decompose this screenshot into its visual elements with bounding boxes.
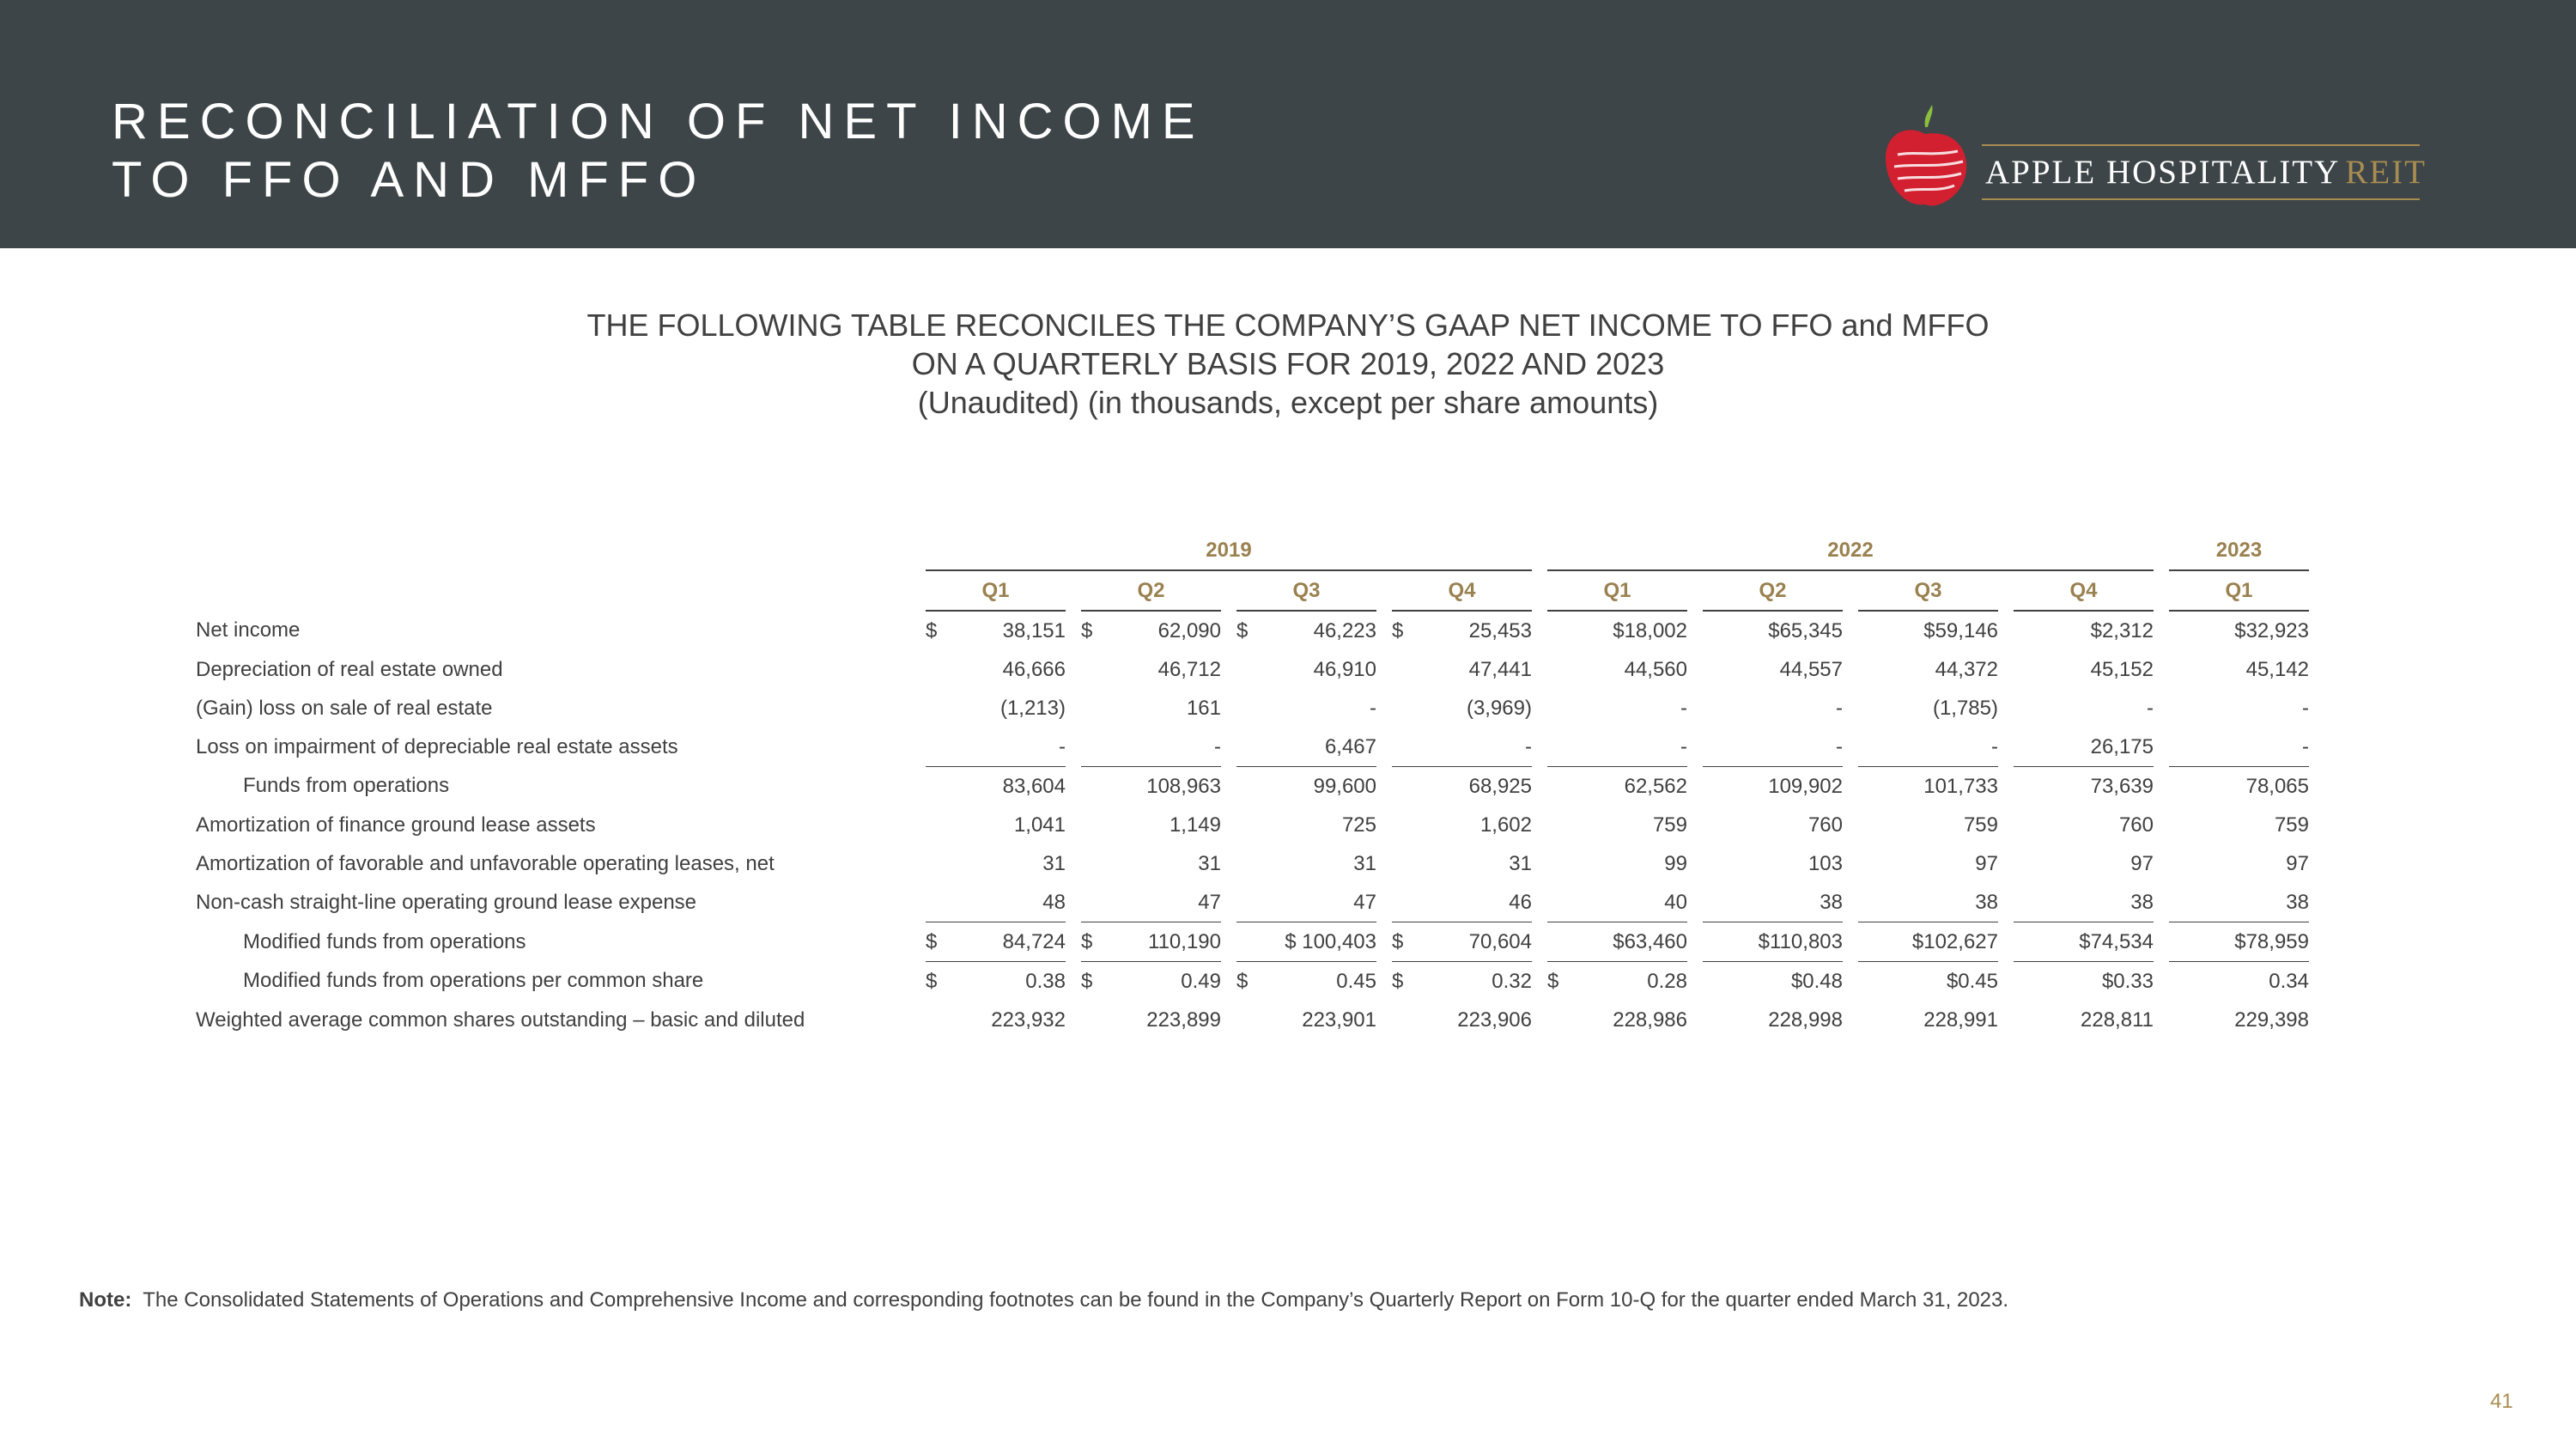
cell-value: 228,986 [1613,1008,1687,1032]
table-row [189,611,2309,650]
table-cell [926,767,1066,807]
table-cell [1236,1001,1376,1039]
table-cell [1547,728,1687,767]
cell-value: 62,090 [1157,618,1221,642]
cell-value: $0.45 [1946,969,1998,993]
cell-value: 31 [1353,851,1376,875]
cell-value: 101,733 [1923,774,1998,798]
table-cell [1858,806,1998,844]
cell-value: 26,175 [2090,734,2154,758]
table-cell [2169,1001,2309,1039]
cell-value: $32,923 [2234,618,2309,642]
table-cell [1236,806,1376,844]
table-cell [1703,689,1843,728]
table-cell [1703,883,1843,922]
cell-value: 31 [1042,851,1066,875]
brand-name: APPLE HOSPITALITY REIT [1985,154,2427,191]
table-cell [2169,962,2309,1002]
cell-value: 725 [1341,813,1376,837]
table-cell [926,844,1066,883]
cell-value: 47,441 [1468,657,1532,681]
quarter-header: Q4 [1392,570,1532,611]
table-cell [926,689,1066,728]
cell-value: 1,149 [1169,813,1221,837]
quarter-header: Q1 [1547,570,1687,611]
table-cell [1547,650,1687,689]
table-row [189,767,2309,807]
table-cell [2169,844,2309,883]
table-cell [1392,922,1532,962]
row-label: Depreciation of real estate owned [196,657,503,681]
table-cell [1236,767,1376,807]
cell-value: - [1370,696,1376,720]
table-cell [1081,1001,1221,1039]
page-number: 41 [2490,1390,2513,1413]
cell-value: - [1680,696,1687,720]
cell-value: 228,998 [1768,1008,1843,1032]
table-cell [926,922,1066,962]
table-cell [1858,883,1998,922]
table-cell [2169,767,2309,807]
quarter-header: Q3 [1236,570,1376,611]
table-row [189,689,2309,728]
cell-value: 97 [2130,851,2154,875]
currency-symbol: $ [1547,969,1559,993]
table-cell [1081,728,1221,767]
cell-value: 38 [1975,890,1998,914]
cell-value: - [1525,734,1532,758]
cell-value: $ 100,403 [1285,929,1376,953]
table-row [189,962,2309,1002]
cell-value: - [1991,734,1998,758]
cell-value: 70,604 [1468,929,1532,953]
table-cell [926,806,1066,844]
cell-value: - [1680,734,1687,758]
cell-value: 46,910 [1313,657,1376,681]
table-cell [926,883,1066,922]
row-label: Amortization of finance ground lease assets [196,813,596,837]
cell-value: 78,065 [2245,774,2309,798]
row-label: Modified funds from operations [243,929,526,953]
cell-value: 760 [2118,813,2154,837]
cell-value: 97 [2286,851,2309,875]
cell-value: 47 [1353,890,1376,914]
table-cell [1236,611,1376,650]
row-label: Funds from operations [243,774,450,798]
table-cell [926,962,1066,1002]
table-cell [1392,962,1532,1002]
cell-value: 38,151 [1002,618,1066,642]
cell-value: 48 [1042,890,1066,914]
cell-value: 44,560 [1624,657,1687,681]
cell-value: - [1214,734,1221,758]
table-cell [1703,728,1843,767]
cell-value: $110,803 [1758,929,1843,953]
cell-value: 38 [1820,890,1843,914]
cell-value: 44,372 [1935,657,1998,681]
table-row [189,650,2309,689]
table-cell [2014,806,2154,844]
quarter-header: Q1 [2169,570,2309,611]
currency-symbol: $ [1392,969,1404,993]
cell-value: 1,602 [1479,813,1532,837]
cell-value: 38 [2286,890,2309,914]
table-cell [1392,767,1532,807]
cell-value: 0.38 [1025,969,1066,993]
table-subtitle: THE FOLLOWING TABLE RECONCILES THE COMPANY’S GAAP NET INCOME TO FFO and MFFO ON A QUARTERLY BASIS FOR 2019, 2022 AND 2023 (Unaudited) (in thousands, except per share amounts) [586,307,1990,420]
table-cell [1547,1001,1687,1039]
cell-value: 99,600 [1313,774,1376,798]
cell-value: 759 [1963,813,1998,837]
cell-value: 62,562 [1624,774,1687,798]
table-cell [926,1001,1066,1039]
cell-value: 223,932 [991,1008,1066,1032]
table-cell [1236,962,1376,1002]
table-cell [1081,611,1221,650]
currency-symbol: $ [926,618,938,642]
table-row [189,728,2309,767]
table-cell [1858,922,1998,962]
cell-value: 0.49 [1181,969,1221,993]
cell-value: $63,460 [1613,929,1687,953]
table-cell [1858,962,1998,1002]
cell-value: 223,901 [1302,1008,1376,1032]
year-2022: 2022 [1547,531,2154,570]
cell-value: 31 [1509,851,1532,875]
currency-symbol: $ [926,969,938,993]
table-cell [1858,767,1998,807]
cell-value: 47 [1198,890,1221,914]
cell-value: $65,345 [1768,618,1843,642]
header-banner [0,0,2576,248]
cell-value: 40 [1664,890,1687,914]
table-cell [1236,922,1376,962]
table-cell [1236,728,1376,767]
currency-symbol: $ [1081,969,1093,993]
row-label: Amortization of favorable and unfavorable operating leases, net [196,851,775,875]
cell-value: 228,991 [1923,1008,1998,1032]
cell-value: 46,666 [1002,657,1066,681]
table-cell [1547,844,1687,883]
table-cell [1547,962,1687,1002]
cell-value: 97 [1975,851,1998,875]
table-cell [1547,767,1687,807]
table-cell [1081,844,1221,883]
cell-value: 73,639 [2090,774,2154,798]
table-cell [1236,650,1376,689]
cell-value: 161 [1186,696,1221,720]
table-cell [2014,689,2154,728]
table-cell [2014,883,2154,922]
currency-symbol: $ [1236,618,1249,642]
table-cell [926,728,1066,767]
table-cell [1703,611,1843,650]
table-cell [1703,1001,1843,1039]
year-2019: 2019 [926,531,1532,570]
cell-value: 45,152 [2090,657,2154,681]
cell-value: - [2302,696,2309,720]
table-cell [2014,767,2154,807]
table-row [189,922,2309,962]
cell-value: - [2302,734,2309,758]
table-cell [1858,844,1998,883]
table-cell [1703,650,1843,689]
table-cell [2014,728,2154,767]
cell-value: 760 [1807,813,1843,837]
table-cell [1703,962,1843,1002]
cell-value: (3,969) [1466,696,1532,720]
table-cell [1236,689,1376,728]
cell-value: 25,453 [1468,618,1532,642]
table-cell [1392,728,1532,767]
logo-rule-top [1982,144,2420,146]
table-cell [1703,767,1843,807]
cell-value: 83,604 [1002,774,1066,798]
cell-value: - [1059,734,1066,758]
table-cell [1081,767,1221,807]
table-cell [2014,962,2154,1002]
cell-value: - [2147,696,2154,720]
table-cell [2169,611,2309,650]
table-cell [1858,1001,1998,1039]
table-cell [1547,689,1687,728]
currency-symbol: $ [1081,618,1093,642]
cell-value: 6,467 [1324,734,1376,758]
table-cell [1703,922,1843,962]
row-label: Modified funds from operations per common share [243,969,704,993]
table-row [189,844,2309,883]
quarter-header: Q3 [1858,570,1998,611]
cell-value: 108,963 [1146,774,1221,798]
row-label: (Gain) loss on sale of real estate [196,696,493,720]
cell-value: 759 [2274,813,2309,837]
table-cell [1081,806,1221,844]
quarter-header-row [189,570,2309,611]
table-cell [1392,611,1532,650]
table-cell [1236,844,1376,883]
table-cell [2169,883,2309,922]
cell-value: 0.34 [2269,969,2309,993]
currency-symbol: $ [1392,929,1404,953]
cell-value: 109,902 [1768,774,1843,798]
cell-value: 229,398 [2234,1008,2309,1032]
table-cell [1703,844,1843,883]
row-label: Loss on impairment of depreciable real estate assets [196,734,678,758]
table-cell [1547,883,1687,922]
cell-value: 110,190 [1148,929,1221,953]
table-cell [2169,922,2309,962]
quarter-header: Q4 [2014,570,2154,611]
year-2023: 2023 [2169,531,2309,570]
table-cell [1392,689,1532,728]
table-cell [2169,806,2309,844]
table-cell [1547,922,1687,962]
cell-value: 46,223 [1313,618,1376,642]
table-cell [1392,806,1532,844]
table-cell [1081,962,1221,1002]
currency-symbol: $ [1081,929,1093,953]
table-cell [2014,611,2154,650]
table-cell [2169,728,2309,767]
table-cell [1392,650,1532,689]
cell-value: 31 [1198,851,1221,875]
currency-symbol: $ [926,929,938,953]
table-cell [2014,650,2154,689]
currency-symbol: $ [1392,618,1404,642]
cell-value: 68,925 [1468,774,1532,798]
table-cell [1858,689,1998,728]
row-label: Net income [196,618,301,642]
cell-value: - [1836,734,1843,758]
table-body [189,611,2309,1039]
footnote: Note: The Consolidated Statements of Operations and Comprehensive Income and corresponding footnotes can be found in the Company’s Quarterly Report on Form 10-Q for the quarter ended March 31, 2023. [79,1288,2009,1312]
row-label: Non-cash straight-line operating ground lease expense [196,890,697,914]
table-row [189,806,2309,844]
reconciliation-table [189,531,2309,1039]
year-header-row [189,531,2309,570]
cell-value: 44,557 [1779,657,1843,681]
cell-value: $102,627 [1911,929,1998,953]
cell-value: 46,712 [1157,657,1221,681]
cell-value: 46 [1509,890,1532,914]
cell-value: $18,002 [1613,618,1687,642]
cell-value: 38 [2130,890,2154,914]
table-cell [1236,883,1376,922]
table-cell [1858,728,1998,767]
cell-value: $78,959 [2234,929,2309,953]
quarter-header: Q1 [926,570,1066,611]
table-cell [926,611,1066,650]
table-cell [1081,650,1221,689]
cell-value: - [1836,696,1843,720]
cell-value: 0.32 [1492,969,1532,993]
table-row [189,1001,2309,1039]
table-cell [2014,844,2154,883]
table-cell [2014,1001,2154,1039]
cell-value: $59,146 [1923,618,1998,642]
table-cell [1547,806,1687,844]
table-cell [1081,922,1221,962]
table-row [189,883,2309,922]
table-cell [1858,611,1998,650]
cell-value: 0.45 [1336,969,1376,993]
table-cell [1703,806,1843,844]
logo-rule-bottom [1982,198,2420,200]
cell-value: (1,785) [1932,696,1998,720]
cell-value: 759 [1652,813,1687,837]
cell-value: $2,312 [2090,618,2154,642]
page-title: RECONCILIATION OF NET INCOME TO FFO AND MFFO [112,94,1205,208]
cell-value: 84,724 [1002,929,1066,953]
cell-value: 223,899 [1146,1008,1221,1032]
table-cell [926,650,1066,689]
row-label: Weighted average common shares outstanding – basic and diluted [196,1008,805,1032]
cell-value: $0.48 [1790,969,1843,993]
cell-value: $0.33 [2101,969,2154,993]
table-cell [1858,650,1998,689]
table-cell [1547,611,1687,650]
table-cell [1392,1001,1532,1039]
table-cell [1081,689,1221,728]
cell-value: 1,041 [1013,813,1066,837]
table-cell [1081,883,1221,922]
cell-value: 223,906 [1457,1008,1532,1032]
currency-symbol: $ [1236,969,1249,993]
quarter-header: Q2 [1081,570,1221,611]
table-cell [2014,922,2154,962]
cell-value: $74,534 [2079,929,2154,953]
cell-value: (1,213) [999,696,1066,720]
cell-value: 0.28 [1647,969,1687,993]
table-cell [1392,883,1532,922]
table-cell [1392,844,1532,883]
cell-value: 103 [1807,851,1843,875]
table-cell [2169,689,2309,728]
cell-value: 99 [1664,851,1687,875]
cell-value: 228,811 [2081,1008,2154,1032]
table-cell [2169,650,2309,689]
quarter-header: Q2 [1703,570,1843,611]
cell-value: 45,142 [2245,657,2309,681]
